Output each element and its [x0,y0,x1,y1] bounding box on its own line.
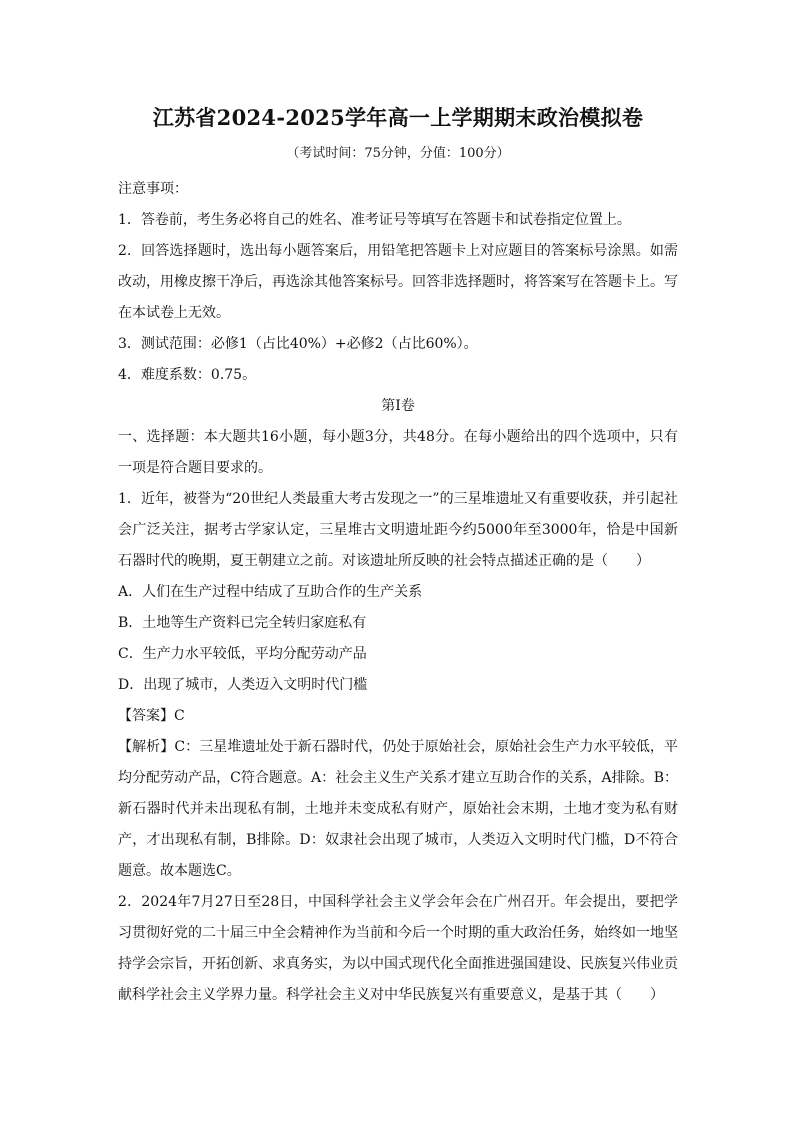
analysis-label: 【解析】 [118,739,175,755]
notice-heading: 注意事项： [118,181,188,197]
exam-info: （考试时间：75分钟，分值：100分） [286,146,510,161]
question-1-analysis [118,732,678,887]
question-1-option-b: B．土地等生产资料已完全转归家庭私有 [118,615,367,631]
question-1-stem: 1．近年，被誉为“20世纪人类最重大考古发现之一”的三星堆遗址又有重要收获，并引起社会广泛关注，据考古学家认定，三星堆古文明遗址距今约5000年至3000年，恰是中国新石器时代的晚期，夏王朝建立之前。对该遗址所反映的社会特点描述正确的是（ ） [118,491,678,569]
section-instruction: 一、选择题：本大题共16小题，每小题3分，共48分。在每小题给出的四个选项中，只有一项是符合题目要求的。 [118,429,678,476]
question-1-answer [118,701,678,732]
notice-item-1: 1．答卷前，考生务必将自己的姓名、准考证号等填写在答题卡和试卷指定位置上。 [118,212,631,228]
notice-item-3: 3．测试范围：必修1（占比40%）+必修2（占比60%）。 [118,336,478,352]
question-1-option-d: D．出现了城市，人类迈入文明时代门槛 [118,677,368,693]
answer-label: 【答案】 [118,708,174,724]
page-title: 江苏省2024-2025学年高一上学期期末政治模拟卷 [152,105,644,130]
notice-item-4: 4．难度系数：0.75。 [118,367,257,383]
analysis-text: C：三星堆遗址处于新石器时代，仍处于原始社会，原始社会生产力水平较低，平均分配劳动产品，C符合题意。A：社会主义生产关系才建立互助合作的关系，A排除。B：新石器时代并未出现私有制，土地并未变成私有财产，原始社会末期，土地才变为私有财产，才出现私有制，B排除。D：奴隶社会出现了城市，人类迈入文明时代门槛，D不符合题意。故本题选C。 [118,739,678,879]
page-content [118,104,678,1011]
question-1-option-c: C．生产力水平较低，平均分配劳动产品 [118,646,367,662]
answer-value: C [174,708,185,724]
notice-item-2: 2．回答选择题时，选出每小题答案后，用铅笔把答题卡上对应题目的答案标号涂黑。如需改动，用橡皮擦干净后，再选涂其他答案标号。回答非选择题时，将答案写在答题卡上。写在本试卷上无效。 [118,243,678,321]
question-1-option-a: A．人们在生产过程中结成了互助合作的生产关系 [118,584,423,600]
section-title: 第Ⅰ卷 [381,398,415,414]
question-2-stem: 2．2024年7月27日至28日，中国科学社会主义学会年会在广州召开。年会提出，要把学习贯彻好党的二十届三中全会精神作为当前和今后一个时期的重大政治任务，始终如一地坚持学会宗旨，开拓创新、求真务实，为以中国式现代化全面推进强国建设、民族复兴伟业贡献科学社会主义学界力量。科学社会主义对中华民族复兴有重要意义，是基于其（ ） [118,894,678,1003]
